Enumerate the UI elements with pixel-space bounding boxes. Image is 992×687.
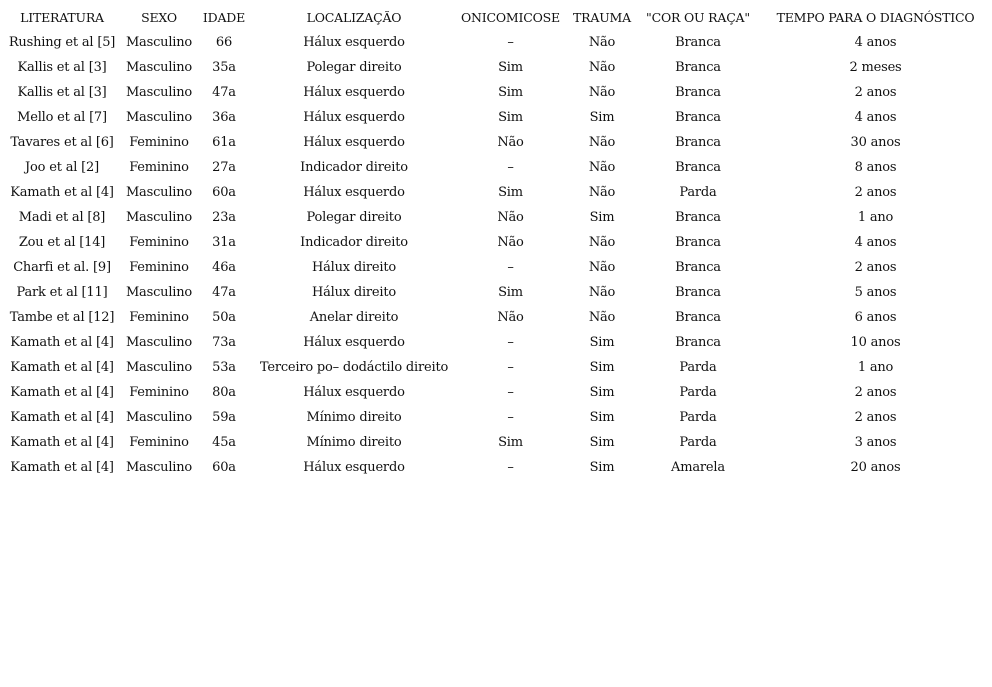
cell-idade: 53a (212, 360, 236, 375)
cell-cor-ou-raca: Branca (675, 60, 721, 75)
cell-sexo: Masculino (125, 360, 193, 375)
table-row (0, 455, 992, 480)
cell-idade: 47a (212, 285, 236, 300)
cell-idade: 23a (212, 210, 236, 225)
cell-localizacao: Indicador direito (300, 160, 408, 175)
cell-onicomicose: Sim (498, 435, 523, 450)
table-row (0, 255, 992, 280)
cell-localizacao: Mínimo direito (306, 410, 402, 425)
cell-onicomicose: Sim (498, 185, 523, 200)
cell-trauma: Não (588, 235, 616, 250)
cell-tempo-diagnostico: 10 anos (850, 335, 901, 350)
cell-onicomicose: – (507, 35, 514, 50)
cell-idade: 47a (212, 85, 236, 100)
cell-cor-ou-raca: Parda (679, 410, 717, 425)
table-row (0, 405, 992, 430)
header-row (0, 5, 992, 30)
cell-cor-ou-raca: Branca (675, 35, 721, 50)
cell-trauma: Sim (589, 210, 615, 225)
cell-trauma: Sim (589, 435, 615, 450)
cell-sexo: Masculino (125, 410, 193, 425)
cell-tempo-diagnostico: 3 anos (854, 435, 897, 450)
cell-cor-ou-raca: Branca (675, 85, 721, 100)
cell-onicomicose: – (507, 460, 514, 475)
cell-localizacao: Hálux esquerdo (303, 35, 405, 50)
col-header-localizacao: LOCALIZAÇÃO (306, 10, 402, 25)
cell-trauma: Não (588, 185, 616, 200)
col-header-cor-ou-raca: "COR OU RAÇA" (646, 10, 750, 25)
cell-sexo: Masculino (125, 110, 193, 125)
cell-trauma: Não (588, 35, 616, 50)
cell-trauma: Sim (589, 335, 615, 350)
table-row (0, 230, 992, 255)
table-row (0, 130, 992, 155)
cell-sexo: Feminino (129, 235, 189, 250)
cell-onicomicose: Sim (498, 285, 523, 300)
cell-literatura: Mello et al [7] (17, 110, 107, 125)
cell-cor-ou-raca: Branca (675, 235, 721, 250)
cell-cor-ou-raca: Parda (679, 435, 717, 450)
cell-tempo-diagnostico: 2 anos (854, 410, 897, 425)
cell-localizacao: Hálux direito (311, 260, 397, 275)
cell-trauma: Não (588, 260, 616, 275)
cell-tempo-diagnostico: 4 anos (854, 110, 897, 125)
cell-localizacao: Indicador direito (300, 235, 408, 250)
cell-tempo-diagnostico: 2 meses (849, 60, 902, 75)
cell-idade: 50a (212, 310, 236, 325)
cell-cor-ou-raca: Branca (675, 260, 721, 275)
cell-localizacao: Hálux esquerdo (303, 185, 405, 200)
cell-idade: 80a (212, 385, 236, 400)
cell-sexo: Masculino (125, 210, 193, 225)
cell-trauma: Sim (589, 385, 615, 400)
table-row (0, 105, 992, 130)
cell-cor-ou-raca: Parda (679, 360, 717, 375)
cell-idade: 60a (212, 185, 236, 200)
cell-idade: 36a (212, 110, 236, 125)
cell-cor-ou-raca: Branca (675, 335, 721, 350)
cell-localizacao: Anelar direito (309, 310, 399, 325)
col-header-sexo: SEXO (141, 10, 177, 25)
cell-literatura: Kallis et al [3] (17, 85, 107, 100)
cell-literatura: Madi et al [8] (18, 210, 106, 225)
cell-localizacao: Mínimo direito (306, 435, 402, 450)
cell-sexo: Feminino (129, 310, 189, 325)
cell-cor-ou-raca: Branca (675, 110, 721, 125)
cell-trauma: Não (588, 85, 616, 100)
cell-tempo-diagnostico: 1 ano (857, 360, 894, 375)
cell-cor-ou-raca: Branca (675, 160, 721, 175)
cell-tempo-diagnostico: 2 anos (854, 260, 897, 275)
cell-sexo: Masculino (125, 185, 193, 200)
cell-onicomicose: – (507, 260, 514, 275)
cell-localizacao: Polegar direito (306, 210, 402, 225)
cell-trauma: Sim (589, 110, 615, 125)
cell-cor-ou-raca: Amarela (671, 460, 725, 475)
cell-cor-ou-raca: Branca (675, 135, 721, 150)
col-header-idade: IDADE (202, 10, 246, 25)
cell-tempo-diagnostico: 30 anos (850, 135, 901, 150)
cell-onicomicose: Sim (498, 60, 523, 75)
cell-trauma: Não (588, 60, 616, 75)
cell-onicomicose: – (507, 410, 514, 425)
cell-onicomicose: – (507, 385, 514, 400)
cell-literatura: Rushing et al [5] (8, 35, 116, 50)
cell-literatura: Kamath et al [4] (10, 435, 114, 450)
cell-localizacao: Polegar direito (306, 60, 402, 75)
cell-onicomicose: – (507, 360, 514, 375)
cell-localizacao: Hálux direito (311, 285, 397, 300)
cell-literatura: Kamath et al [4] (10, 360, 114, 375)
cell-localizacao: Hálux esquerdo (303, 385, 405, 400)
table-row (0, 280, 992, 305)
cell-onicomicose: Não (497, 235, 524, 250)
cell-sexo: Masculino (125, 35, 193, 50)
cell-onicomicose: – (507, 160, 514, 175)
cell-sexo: Masculino (125, 335, 193, 350)
cell-onicomicose: Sim (498, 110, 523, 125)
cell-trauma: Não (588, 135, 616, 150)
cell-idade: 35a (212, 60, 236, 75)
cell-tempo-diagnostico: 6 anos (854, 310, 897, 325)
cell-localizacao: Hálux esquerdo (303, 460, 405, 475)
cell-sexo: Masculino (125, 460, 193, 475)
cell-cor-ou-raca: Branca (675, 210, 721, 225)
cell-literatura: Kamath et al [4] (10, 335, 114, 350)
cell-sexo: Feminino (129, 160, 189, 175)
cell-trauma: Não (588, 310, 616, 325)
cell-onicomicose: Não (497, 135, 524, 150)
cell-sexo: Feminino (129, 135, 189, 150)
cell-sexo: Feminino (129, 260, 189, 275)
cell-sexo: Masculino (125, 60, 193, 75)
case-table (0, 5, 992, 480)
cell-localizacao: Hálux esquerdo (303, 110, 405, 125)
cell-cor-ou-raca: Branca (675, 310, 721, 325)
cell-idade: 59a (212, 410, 236, 425)
table-row (0, 155, 992, 180)
cell-onicomicose: Sim (498, 85, 523, 100)
table-row (0, 305, 992, 330)
cell-trauma: Não (588, 160, 616, 175)
cell-tempo-diagnostico: 2 anos (854, 385, 897, 400)
table-row (0, 430, 992, 455)
cell-idade: 73a (212, 335, 236, 350)
cell-localizacao: Hálux esquerdo (303, 135, 405, 150)
cell-sexo: Masculino (125, 85, 193, 100)
cell-tempo-diagnostico: 20 anos (850, 460, 901, 475)
cell-idade: 66 (215, 35, 233, 50)
cell-trauma: Não (588, 285, 616, 300)
cell-literatura: Kamath et al [4] (10, 460, 114, 475)
cell-tempo-diagnostico: 4 anos (854, 35, 897, 50)
cell-tempo-diagnostico: 1 ano (857, 210, 894, 225)
cell-literatura: Kallis et al [3] (17, 60, 107, 75)
cell-sexo: Feminino (129, 435, 189, 450)
cell-literatura: Tavares et al [6] (10, 135, 114, 150)
cell-idade: 27a (212, 160, 236, 175)
cell-sexo: Feminino (129, 385, 189, 400)
table-body (0, 30, 992, 480)
table-row (0, 30, 992, 55)
cell-onicomicose: Não (497, 210, 524, 225)
cell-tempo-diagnostico: 4 anos (854, 235, 897, 250)
col-header-onicomicose: ONICOMICOSE (461, 10, 560, 25)
cell-trauma: Sim (589, 460, 615, 475)
cell-trauma: Sim (589, 360, 615, 375)
col-header-trauma: TRAUMA (573, 10, 631, 25)
col-header-literatura: LITERATURA (20, 10, 104, 25)
cell-idade: 61a (212, 135, 236, 150)
table-row (0, 55, 992, 80)
cell-tempo-diagnostico: 2 anos (854, 185, 897, 200)
cell-onicomicose: Não (497, 310, 524, 325)
cell-localizacao: Hálux esquerdo (303, 85, 405, 100)
table-row (0, 330, 992, 355)
cell-literatura: Charfi et al. [9] (13, 260, 111, 275)
cell-tempo-diagnostico: 8 anos (854, 160, 897, 175)
cell-idade: 46a (212, 260, 236, 275)
table-row (0, 80, 992, 105)
cell-trauma: Sim (589, 410, 615, 425)
cell-cor-ou-raca: Parda (679, 385, 717, 400)
cell-sexo: Masculino (125, 285, 193, 300)
cell-localizacao: Hálux esquerdo (303, 335, 405, 350)
cell-literatura: Kamath et al [4] (10, 385, 114, 400)
cell-literatura: Joo et al [2] (25, 160, 99, 175)
cell-literatura: Zou et al [14] (18, 235, 106, 250)
cell-tempo-diagnostico: 5 anos (854, 285, 897, 300)
cell-idade: 45a (212, 435, 236, 450)
cell-literatura: Kamath et al [4] (10, 410, 114, 425)
table-row (0, 355, 992, 380)
table-row (0, 180, 992, 205)
cell-cor-ou-raca: Parda (679, 185, 717, 200)
cell-idade: 60a (212, 460, 236, 475)
cell-literatura: Park et al [11] (16, 285, 108, 300)
cell-tempo-diagnostico: 2 anos (854, 85, 897, 100)
cell-localizacao: Terceiro po– dodáctilo direito (259, 360, 449, 375)
table-row (0, 380, 992, 405)
cell-cor-ou-raca: Branca (675, 285, 721, 300)
cell-literatura: Kamath et al [4] (10, 185, 114, 200)
col-header-tempo-diagnostico: TEMPO PARA O DIAGNÓSTICO (776, 10, 975, 25)
table-row (0, 205, 992, 230)
cell-onicomicose: – (507, 335, 514, 350)
cell-literatura: Tambe et al [12] (9, 310, 115, 325)
cell-idade: 31a (212, 235, 236, 250)
